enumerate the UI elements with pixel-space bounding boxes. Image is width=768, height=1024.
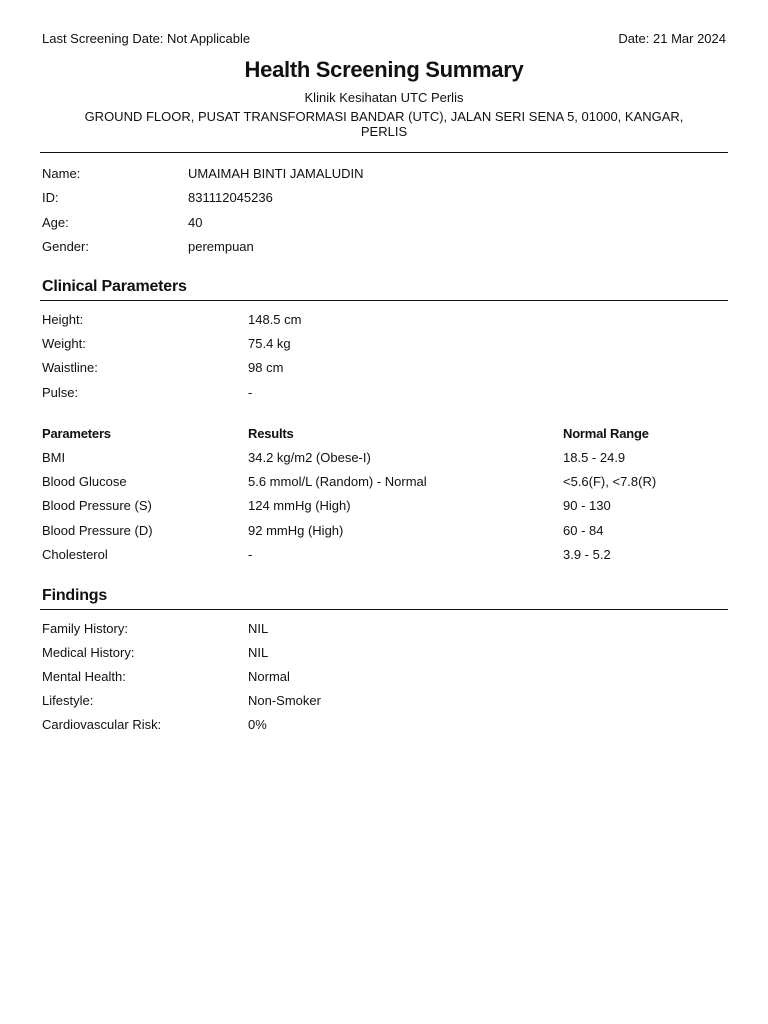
patient-age-label: Age: (42, 215, 69, 230)
clinical-label: Weight: (42, 336, 86, 351)
patient-gender-label: Gender: (42, 239, 89, 254)
parameter-name: Cholesterol (42, 547, 108, 562)
column-header-results: Results (248, 426, 294, 441)
clinic-address: GROUND FLOOR, PUSAT TRANSFORMASI BANDAR (UTC), JALAN SERI SENA 5, 01000, KANGAR, PERLIS (84, 109, 684, 139)
clinical-divider (40, 300, 728, 301)
finding-label: Lifestyle: (42, 693, 94, 708)
clinical-value: 148.5 cm (248, 312, 302, 327)
parameter-normal-range: 90 - 130 (563, 498, 611, 513)
parameter-normal-range: 18.5 - 24.9 (563, 450, 626, 465)
parameter-normal-range: 3.9 - 5.2 (563, 547, 611, 562)
clinical-parameters-heading: Clinical Parameters (42, 278, 187, 295)
parameter-normal-range: 60 - 84 (563, 523, 604, 538)
clinical-label: Waistline: (42, 360, 98, 375)
patient-age-value: 40 (188, 215, 203, 230)
column-header-parameters: Parameters (42, 426, 111, 441)
patient-id-value: 831112045236 (188, 190, 273, 205)
header-meta-row (42, 31, 726, 46)
clinic-name: Klinik Kesihatan UTC Perlis (304, 90, 464, 105)
header-divider (40, 152, 728, 153)
finding-value: NIL (248, 645, 269, 660)
patient-gender-value: perempuan (188, 239, 254, 254)
parameter-result: 92 mmHg (High) (248, 523, 344, 538)
parameter-result: 34.2 kg/m2 (Obese-I) (248, 450, 371, 465)
finding-label: Family History: (42, 621, 128, 636)
parameter-result: - (248, 547, 253, 562)
finding-label: Medical History: (42, 645, 135, 660)
finding-label: Cardiovascular Risk: (42, 717, 162, 732)
parameter-name: Blood Glucose (42, 474, 127, 489)
clinical-value: 75.4 kg (248, 336, 291, 351)
parameter-name: Blood Pressure (D) (42, 523, 153, 538)
parameter-name: BMI (42, 450, 66, 465)
finding-value: 0% (248, 717, 267, 732)
page-title: Health Screening Summary (244, 57, 524, 82)
finding-label: Mental Health: (42, 669, 126, 684)
parameter-normal-range: <5.6(F), <7.8(R) (563, 474, 657, 489)
parameter-result: 124 mmHg (High) (248, 498, 351, 513)
finding-value: NIL (248, 621, 269, 636)
patient-id-label: ID: (42, 190, 59, 205)
column-header-normal-range: Normal Range (563, 426, 649, 441)
last-screening-date: Last Screening Date: Not Applicable (42, 31, 251, 46)
finding-value: Non-Smoker (248, 693, 321, 708)
findings-heading: Findings (42, 587, 108, 604)
finding-value: Normal (248, 669, 290, 684)
parameter-name: Blood Pressure (S) (42, 498, 152, 513)
patient-name-label: Name: (42, 166, 81, 181)
parameter-result: 5.6 mmol/L (Random) - Normal (248, 474, 427, 489)
clinical-value: - (248, 385, 253, 400)
findings-divider (40, 609, 728, 610)
patient-name-value: UMAIMAH BINTI JAMALUDIN (188, 166, 364, 181)
clinical-label: Height: (42, 312, 84, 327)
clinical-label: Pulse: (42, 385, 79, 400)
report-date: Date: 21 Mar 2024 (618, 31, 726, 46)
clinical-value: 98 cm (248, 360, 284, 375)
